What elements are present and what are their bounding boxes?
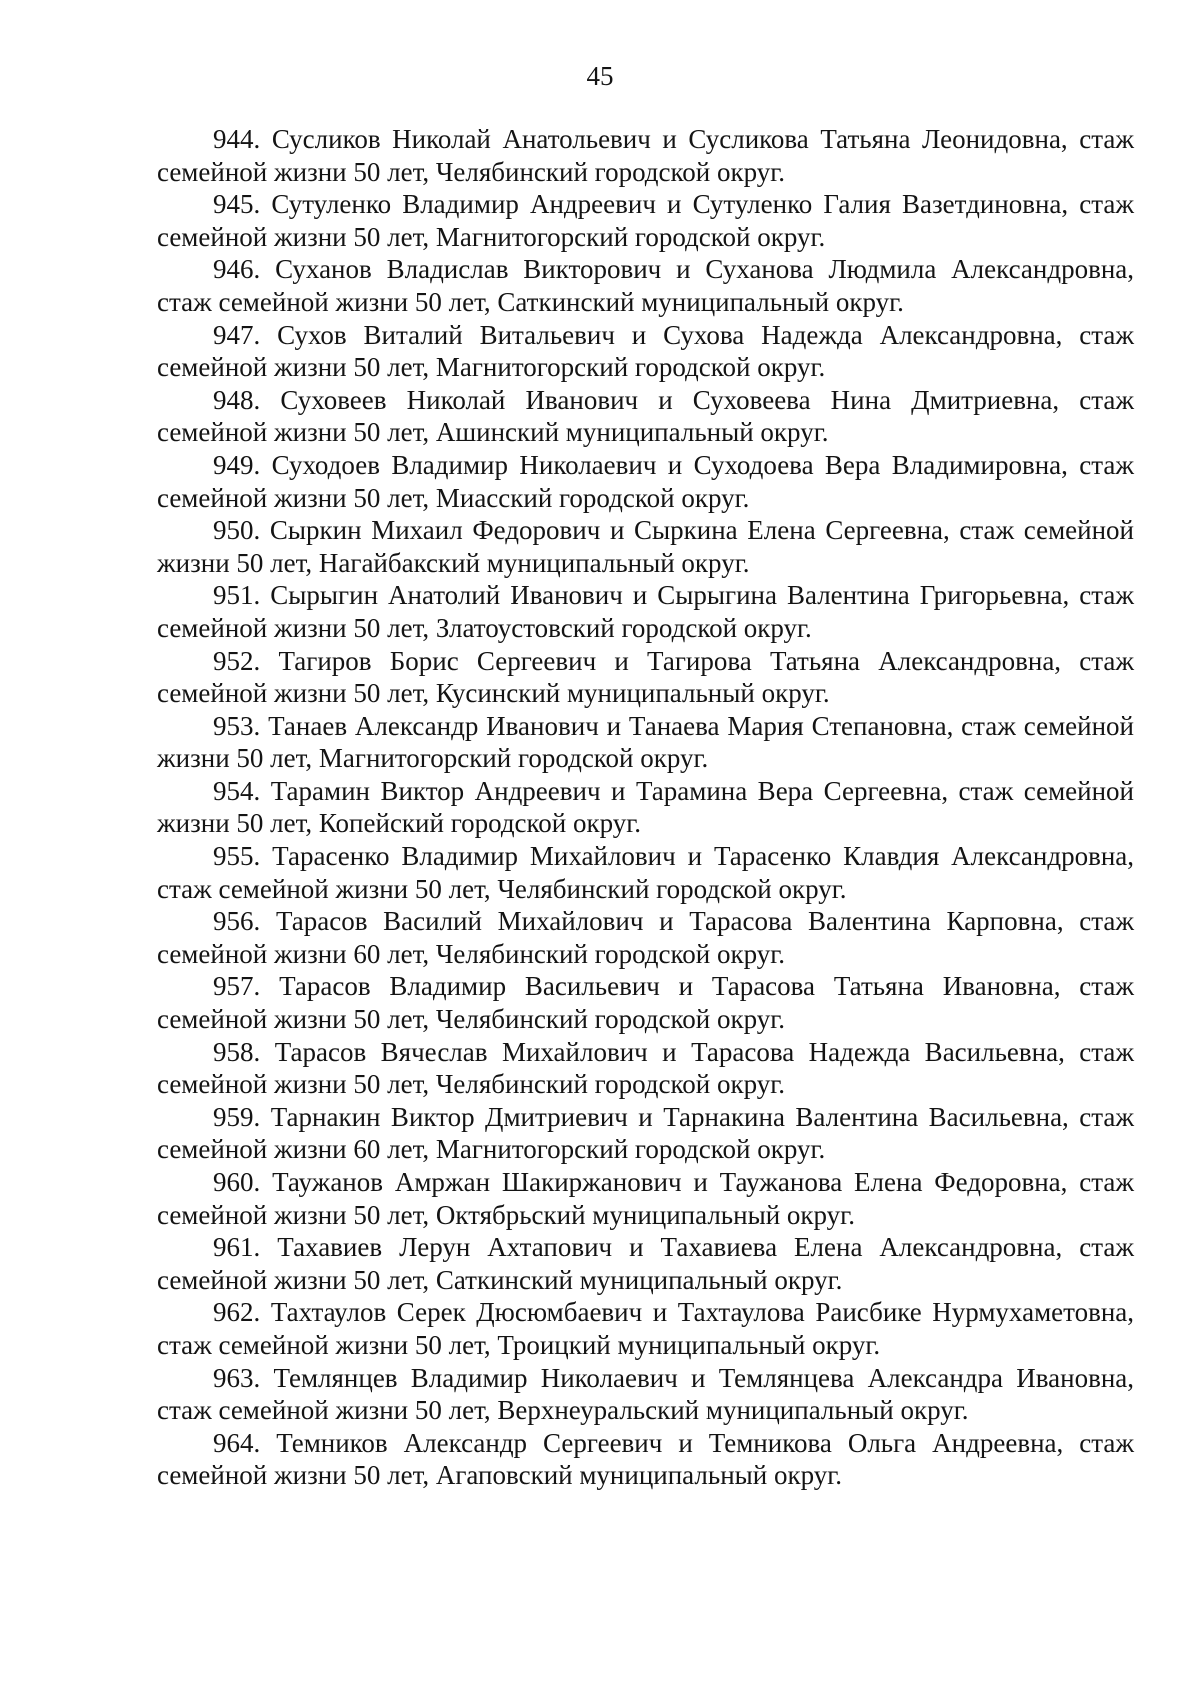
entry-number: 947. xyxy=(213,319,261,350)
entry-number: 957. xyxy=(213,971,261,1002)
list-item xyxy=(157,970,1134,1035)
entry-number: 956. xyxy=(213,906,261,937)
entry-number: 962. xyxy=(213,1297,261,1328)
entry-text: Темлянцев Владимир Николаевич и Темлянцева Александра Ивановна, стаж семейной жизни 50 лет, Верхнеуральский муниципальный округ. xyxy=(157,1362,1135,1426)
entry-number: 964. xyxy=(213,1427,261,1458)
entry-number: 946. xyxy=(213,254,261,285)
entry-text: Тахтаулов Серек Дюсюмбаевич и Тахтаулова Раисбике Нурмухаметовна, стаж семейной жизни 50 лет, Троицкий муниципальный округ. xyxy=(157,1297,1135,1360)
entry-list xyxy=(157,123,1134,1492)
entry-text: Тахавиев Лерун Ахтапович и Тахавиева Елена Александровна, стаж семейной жизни 50 лет, Саткинский муниципальный округ. xyxy=(157,1232,1134,1295)
entry-number: 949. xyxy=(213,449,261,480)
list-item xyxy=(157,1231,1134,1296)
list-item xyxy=(157,514,1134,579)
entry-text: Суховеев Николай Иванович и Суховеева Нина Дмитриевна, стаж семейной жизни 50 лет, Ашинский муниципальный округ. xyxy=(157,384,1135,448)
entry-number: 950. xyxy=(213,515,261,546)
list-item xyxy=(157,449,1134,514)
entry-text: Темников Александр Сергеевич и Темникова Ольга Андреевна, стаж семейной жизни 50 лет, Агаповский муниципальный округ. xyxy=(157,1427,1134,1491)
list-item xyxy=(157,1296,1134,1361)
entry-number: 953. xyxy=(213,710,261,741)
entry-text: Сухов Виталий Витальевич и Сухова Надежда Александровна, стаж семейной жизни 50 лет, Магнитогорский городской округ. xyxy=(157,319,1134,383)
list-item xyxy=(157,579,1134,644)
entry-number: 958. xyxy=(213,1036,261,1067)
entry-text: Танаев Александр Иванович и Танаева Мария Степановна, стаж семейной жизни 50 лет, Магнитогорский городской округ. xyxy=(157,710,1134,774)
entry-number: 944. xyxy=(213,124,261,154)
entry-number: 951. xyxy=(213,580,261,611)
entry-text: Тарасов Василий Михайлович и Тарасова Валентина Карповна, стаж семейной жизни 60 лет, Челябинский городской округ. xyxy=(157,906,1134,969)
entry-number: 955. xyxy=(213,841,261,872)
list-item xyxy=(157,384,1134,449)
entry-text: Тарнакин Виктор Дмитриевич и Тарнакина Валентина Васильевна, стаж семейной жизни 60 лет, Магнитогорский городской округ. xyxy=(157,1101,1135,1165)
entry-text: Сыркин Михаил Федорович и Сыркина Елена Сергеевна, стаж семейной жизни 50 лет, Нагайбакский муниципальный округ. xyxy=(157,515,1134,578)
list-item xyxy=(157,1427,1134,1492)
list-item xyxy=(157,1101,1134,1166)
entry-number: 960. xyxy=(213,1167,261,1197)
entry-text: Суханов Владислав Викторович и Суханова Людмила Александровна, стаж семейной жизни 50 лет, Саткинский муниципальный округ. xyxy=(157,254,1134,317)
entry-text: Сутуленко Владимир Андреевич и Сутуленко Галия Вазетдиновна, стаж семейной жизни 50 лет, Магнитогорский городской округ. xyxy=(157,189,1135,252)
list-item xyxy=(157,905,1134,970)
list-item xyxy=(157,253,1134,318)
entry-text: Сырыгин Анатолий Иванович и Сырыгина Валентина Григорьевна, стаж семейной жизни 50 лет, Златоустовский городской округ. xyxy=(157,580,1135,643)
entry-text: Сусликов Николай Анатольевич и Сусликова Татьяна Леонидовна, стаж семейной жизни 50 лет, Челябинский городской округ. xyxy=(157,124,1135,187)
entry-text: Тарасов Владимир Васильевич и Тарасова Татьяна Ивановна, стаж семейной жизни 50 лет, Челябинский городской округ. xyxy=(157,971,1135,1035)
list-item xyxy=(157,123,1134,188)
entry-text: Тарасенко Владимир Михайлович и Тарасенко Клавдия Александровна, стаж семейной жизни 50 лет, Челябинский городской округ. xyxy=(157,841,1135,904)
entry-number: 952. xyxy=(213,645,261,676)
list-item xyxy=(157,645,1134,710)
entry-number: 963. xyxy=(213,1362,261,1393)
list-item xyxy=(157,319,1134,384)
entry-text: Тарамин Виктор Андреевич и Тарамина Вера Сергеевна, стаж семейной жизни 50 лет, Копейский городской округ. xyxy=(157,775,1134,839)
list-item xyxy=(157,840,1134,905)
entry-text: Тагиров Борис Сергеевич и Тагирова Татьяна Александровна, стаж семейной жизни 50 лет, Кусинский муниципальный округ. xyxy=(157,645,1135,709)
entry-number: 961. xyxy=(213,1232,261,1263)
entry-number: 959. xyxy=(213,1101,261,1132)
list-item xyxy=(157,710,1134,775)
list-item xyxy=(157,188,1134,253)
list-item xyxy=(157,1036,1134,1101)
entry-text: Суходоев Владимир Николаевич и Суходоева Вера Владимировна, стаж семейной жизни 50 лет, Миасский городской округ. xyxy=(157,449,1134,513)
list-item xyxy=(157,1362,1134,1427)
list-item xyxy=(157,1166,1134,1231)
entry-number: 945. xyxy=(213,189,261,220)
entry-number: 948. xyxy=(213,384,261,415)
page-number: 45 xyxy=(586,61,614,91)
entry-text: Тарасов Вячеслав Михайлович и Тарасова Надежда Васильевна, стаж семейной жизни 50 лет, Челябинский городской округ. xyxy=(157,1036,1135,1100)
entry-number: 954. xyxy=(213,775,261,806)
entry-text: Таужанов Амржан Шакиржанович и Таужанова Елена Федоровна, стаж семейной жизни 50 лет, Октябрьский муниципальный округ. xyxy=(157,1167,1134,1230)
list-item xyxy=(157,775,1134,840)
